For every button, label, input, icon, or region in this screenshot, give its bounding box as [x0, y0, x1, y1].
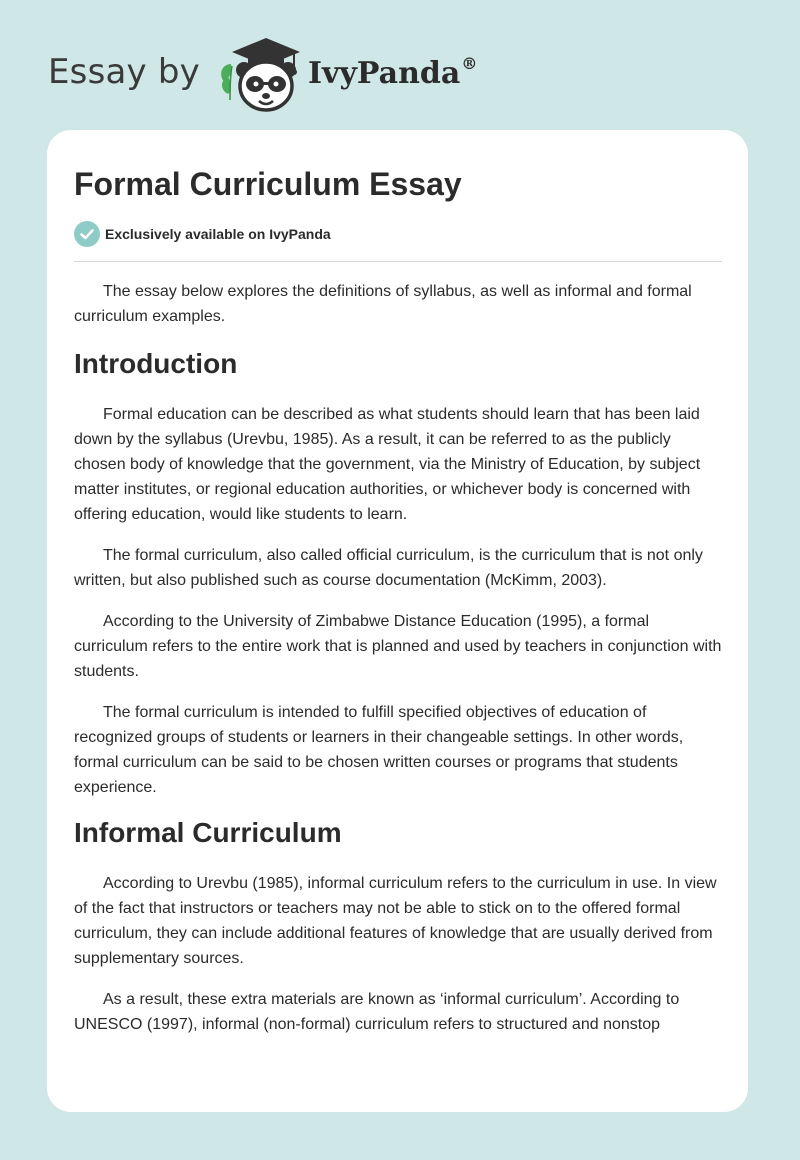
section-heading-informal-curriculum: Informal Curriculum: [74, 817, 342, 848]
paragraph: The formal curriculum, also called official curriculum, is the curriculum that is not only written, but also published such as course documentation (McKimm, 2003).: [74, 547, 703, 589]
section-heading-introduction: Introduction: [74, 348, 238, 379]
check-circle-icon: [74, 221, 100, 247]
essay-body: [74, 279, 722, 1037]
page-title: Formal Curriculum Essay: [74, 166, 462, 202]
title-divider: [74, 261, 722, 262]
essay-by-label: Essay by: [48, 52, 200, 92]
paragraph: According to Urevbu (1985), informal curriculum refers to the curriculum in use. In view of the fact that instructors or teachers may not be able to stick on to the offered formal curriculum, they can include additional features of knowledge that are usually derived from supplementary sources.: [74, 875, 717, 967]
brand-name: IvyPanda®: [307, 53, 478, 91]
paragraph: Formal education can be described as what students should learn that has been laid down by the syllabus (Urevbu, 1985). As a result, it can be referred to as the publicly chosen body of knowledge that the government, via the Ministry of Education, by subject matter institutes, or regional education authorities, or whichever body is concerned with offering education, would like students to learn.: [74, 406, 701, 523]
registered-mark: ®: [461, 53, 478, 73]
intro-paragraph: The essay below explores the definitions of syllabus, as well as informal and formal curriculum examples.: [74, 283, 692, 325]
paragraph: As a result, these extra materials are known as ‘informal curriculum’. According to UNESCO (1997), informal (non-formal) curriculum refers to structured and nonstop: [74, 991, 680, 1033]
panda-graduate-icon: [214, 30, 310, 114]
site-header: [48, 30, 477, 114]
badge-label: Exclusively available on IvyPanda: [105, 226, 331, 242]
exclusive-badge: [74, 221, 331, 247]
essay-card: [47, 130, 748, 1112]
paragraph: The formal curriculum is intended to fulfill specified objectives of education of recognized groups of students or learners in their changeable settings. In other words, formal curriculum can be said to be chosen written courses or programs that students experience.: [74, 704, 684, 796]
paragraph: According to the University of Zimbabwe Distance Education (1995), a formal curriculum refers to the entire work that is planned and used by teachers in conjunction with students.: [74, 613, 722, 680]
